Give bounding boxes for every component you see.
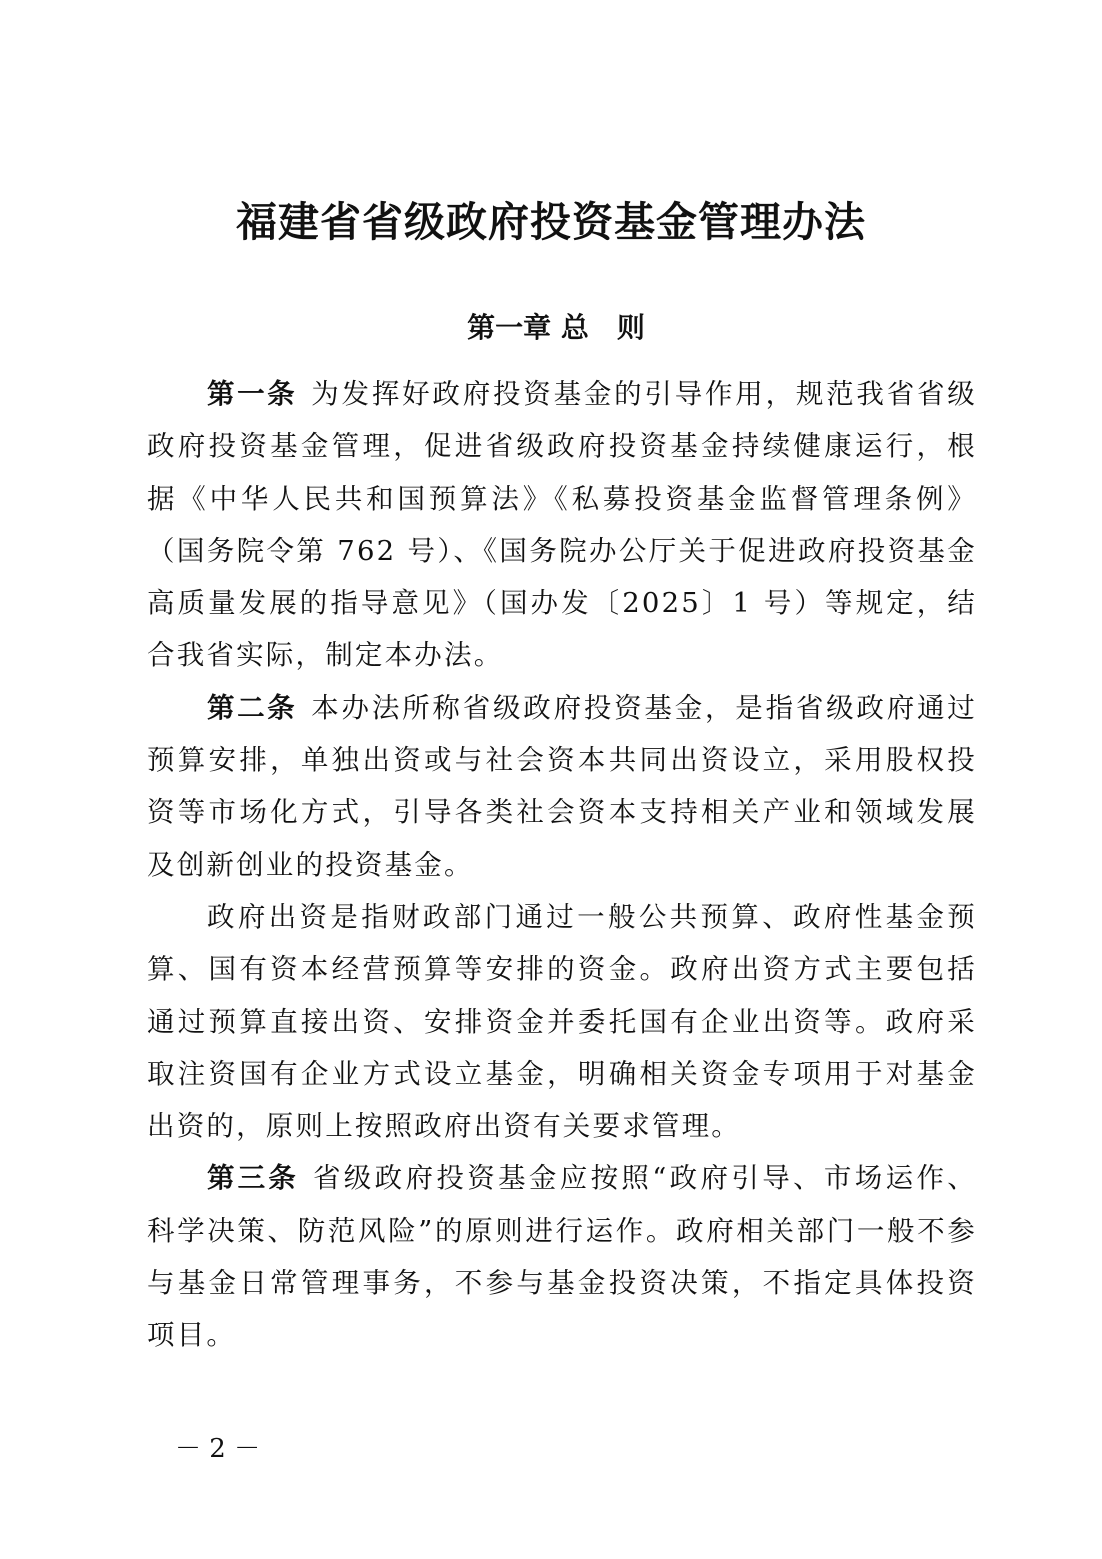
document-body [147,368,977,1362]
article-paragraph [147,368,977,682]
article-number: 第三条 [207,1162,299,1195]
body-paragraph [147,891,977,1152]
article-number: 第二条 [207,691,298,724]
article-text: 为发挥好政府投资基金的引导作用，规范我省省级政府投资基金管理，促进省级政府投资基金持续健康运行，根据《中华人民共和国预算法》《私募投资基金监督管理条例》（国务院令第 762 号）、《国务院办公厅关于促进政府投资基金高质量发展的指导意见》（国办发〔2025〕1 号）等规定，结合我省实际，制定本办法。 [147,378,977,672]
page-number: － 2 － [175,1434,261,1464]
paragraph-text: 政府出资是指财政部门通过一般公共预算、政府性基金预算、国有资本经营预算等安排的资金。政府出资方式主要包括通过预算直接出资、安排资金并委托国有企业出资等。政府采取注资国有企业方式设立基金，明确相关资金专项用于对基金出资的，原则上按照政府出资有关要求管理。 [147,900,977,1143]
document-title: 福建省省级政府投资基金管理办法 [236,198,866,246]
chapter-heading: 第一章 总 则 [467,311,645,344]
article-text: 本办法所称省级政府投资基金，是指省级政府通过预算安排，单独出资或与社会资本共同出资设立，采用股权投资等市场化方式，引导各类社会资本支持相关产业和领域发展及创新创业的投资基金。 [147,691,977,881]
article-paragraph [147,1152,977,1361]
article-number: 第一条 [207,378,298,410]
article-text: 省级政府投资基金应按照“政府引导、市场运作、科学决策、防范风险”的原则进行运作。政府相关部门一般不参与基金日常管理事务，不参与基金投资决策，不指定具体投资项目。 [147,1162,978,1352]
article-paragraph [147,682,977,891]
